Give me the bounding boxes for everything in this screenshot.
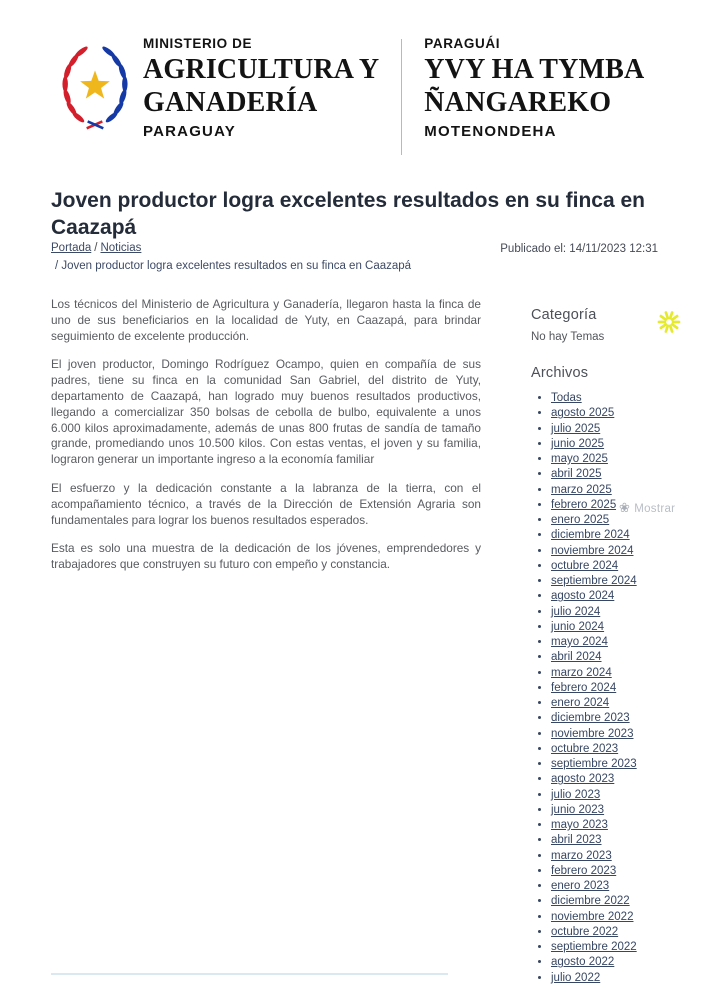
archive-link[interactable]: junio 2024	[551, 620, 605, 633]
logo-divider	[401, 39, 402, 155]
archive-link[interactable]: agosto 2022	[551, 956, 615, 969]
archive-link[interactable]: octubre 2024	[551, 559, 619, 572]
archive-list-item	[551, 788, 696, 803]
archive-list-item	[551, 559, 696, 574]
star-icon	[80, 70, 110, 98]
archive-list-item	[551, 849, 696, 864]
article-paragraph: El esfuerzo y la dedicación constante a la labranza de la tierra, con el acompañamiento técnico, a través de la Dirección de Extensión Agraria son fundamentales para lograr los buenos resultados esperados.	[51, 480, 481, 527]
yellow-asterisk-icon	[657, 310, 681, 334]
archive-list-item	[551, 605, 696, 620]
mostrar-overlay[interactable]	[616, 499, 680, 518]
archive-list-item	[551, 666, 696, 681]
category-heading: Categoría	[531, 307, 597, 323]
archive-list-item	[551, 620, 696, 635]
archive-link[interactable]: abril 2023	[551, 834, 602, 847]
archive-link[interactable]: mayo 2023	[551, 819, 608, 831]
archive-link[interactable]: julio 2022	[551, 971, 601, 984]
archive-link[interactable]: julio 2023	[551, 788, 601, 801]
archive-list-item	[551, 635, 696, 650]
sidebar	[531, 307, 696, 986]
archive-link[interactable]: mayo 2024	[551, 636, 608, 648]
archive-list-item	[551, 742, 696, 757]
archive-list-item	[551, 818, 696, 833]
archive-link[interactable]: abril 2024	[551, 651, 602, 664]
archive-list-item	[551, 483, 696, 498]
archive-list-item	[551, 803, 696, 818]
archive-list	[551, 391, 696, 986]
archive-list-item	[551, 757, 696, 772]
archive-list-item	[551, 544, 696, 559]
archive-list-item	[551, 879, 696, 894]
archive-list-item	[551, 772, 696, 787]
archive-link[interactable]: noviembre 2024	[551, 544, 634, 557]
logo-line-ministerio: MINISTERIO DE	[143, 36, 253, 51]
archive-list-item	[551, 589, 696, 604]
logo-line-motenondeha: MOTENONDEHA	[424, 123, 557, 141]
breadcrumb-home-link[interactable]: Portada	[51, 242, 92, 254]
breadcrumb-section-link[interactable]: Noticias	[100, 242, 142, 254]
archive-link[interactable]: octubre 2023	[551, 742, 619, 755]
archive-list-item	[551, 971, 696, 986]
flower-icon: ❀	[619, 501, 631, 516]
archive-link[interactable]: junio 2025	[551, 437, 605, 450]
archive-list-item	[551, 406, 696, 421]
article-paragraph: El joven productor, Domingo Rodríguez Ocampo, quien en compañía de sus padres, tiene su finca en la comunidad San Gabriel, del distrito de Yuty, departamento de Caazapá, han logrado muy buenos resultados productivos, llegando a comercializar 350 bolsas de cebolla de bulbo, equivalente a unos 6.000 kilos aproximadamente, además de unas 800 frutas de sandía de tamaño grande, promediando unos 10.500 kilos. Con estas ventas, el joven y su familia, lograron generar un importante ingreso a la economía familiar	[51, 357, 481, 467]
archive-link[interactable]: abril 2025	[551, 468, 602, 481]
page-title: Joven productor logra excelentes resultados en su finca en Caazapá	[51, 189, 646, 239]
archive-list-item	[551, 696, 696, 711]
content-bottom-divider	[51, 973, 448, 975]
logo-text-guarani	[424, 36, 644, 140]
published-date: Publicado el: 14/11/2023 12:31	[500, 243, 658, 255]
archive-list-item	[551, 894, 696, 909]
logo-line-nangareko: ÑANGAREKO	[424, 87, 612, 119]
archive-link[interactable]: noviembre 2023	[551, 727, 634, 740]
archive-link[interactable]: enero 2025	[551, 514, 610, 526]
archive-list-item	[551, 650, 696, 665]
archive-list-item	[551, 940, 696, 955]
archive-link[interactable]: enero 2024	[551, 697, 610, 709]
archive-link[interactable]: marzo 2023	[551, 849, 612, 862]
archive-link[interactable]: diciembre 2022	[551, 895, 630, 908]
breadcrumb	[51, 242, 141, 254]
article-paragraph: Los técnicos del Ministerio de Agricultura y Ganadería, llegaron hasta la finca de uno de sus beneficiarios en la localidad de Yuty, en Caazapá, para brindar seguimiento de excelente producción.	[51, 297, 481, 343]
archive-link[interactable]: agosto 2025	[551, 407, 615, 420]
category-empty-text: No hay Temas	[531, 331, 605, 343]
archive-link[interactable]: diciembre 2024	[551, 529, 630, 542]
archive-link[interactable]: febrero 2024	[551, 681, 617, 694]
archive-list-item	[551, 727, 696, 742]
archive-link[interactable]: septiembre 2024	[551, 575, 637, 587]
paraguay-emblem-icon	[51, 39, 139, 133]
archive-link[interactable]: marzo 2025	[551, 483, 612, 496]
logo-line-paraguai: PARAGUÁI	[424, 36, 501, 51]
archive-link[interactable]: Todas	[551, 392, 582, 404]
archive-link[interactable]: agosto 2024	[551, 590, 615, 603]
logo-line-yvy: YVY HA TYMBA	[424, 53, 645, 85]
breadcrumb-separator: /	[94, 242, 98, 254]
archive-link[interactable]: septiembre 2022	[551, 941, 637, 953]
archive-link[interactable]: octubre 2022	[551, 925, 619, 938]
archive-list-item	[551, 452, 696, 467]
article-paragraph: Esta es solo una muestra de la dedicación de los jóvenes, emprendedores y trabajadores que construyen su futuro con empeño y constancia.	[51, 541, 481, 572]
breadcrumb-current: / Joven productor logra excelentes resultados en su finca en Caazapá	[55, 260, 412, 272]
archive-list-item	[551, 681, 696, 696]
archive-link[interactable]: junio 2023	[551, 803, 605, 816]
archive-list-item	[551, 437, 696, 452]
logo-line-paraguay: PARAGUAY	[143, 123, 236, 141]
archive-link[interactable]: septiembre 2023	[551, 758, 637, 770]
archive-list-item	[551, 910, 696, 925]
archive-list-item	[551, 574, 696, 589]
archive-link[interactable]: agosto 2023	[551, 773, 615, 786]
logo-line-agricultura: AGRICULTURA Y	[143, 53, 380, 85]
archive-link[interactable]: julio 2024	[551, 605, 601, 618]
archive-link[interactable]: noviembre 2022	[551, 910, 634, 923]
archive-list-item	[551, 864, 696, 879]
archive-link[interactable]: mayo 2025	[551, 453, 608, 465]
archive-link[interactable]: diciembre 2023	[551, 712, 630, 725]
archive-list-item	[551, 528, 696, 543]
archives-heading: Archivos	[531, 365, 589, 381]
archive-list-item	[551, 925, 696, 940]
archive-list-item	[551, 711, 696, 726]
archive-list-item	[551, 955, 696, 970]
logo-line-ganaderia: GANADERÍA	[143, 87, 318, 119]
archive-link[interactable]: enero 2023	[551, 880, 610, 892]
logo-text-spanish	[143, 36, 379, 140]
archive-link[interactable]: febrero 2023	[551, 864, 617, 877]
archive-list-item	[551, 391, 696, 406]
article-body	[51, 297, 481, 586]
mostrar-label: Mostrar	[634, 502, 676, 515]
archive-list-item	[551, 833, 696, 848]
archive-link[interactable]: febrero 2025	[551, 498, 617, 511]
archive-list-item	[551, 422, 696, 437]
site-header	[51, 36, 644, 155]
archive-link[interactable]: julio 2025	[551, 422, 601, 435]
archive-link[interactable]: marzo 2024	[551, 666, 612, 679]
archive-list-item	[551, 467, 696, 482]
